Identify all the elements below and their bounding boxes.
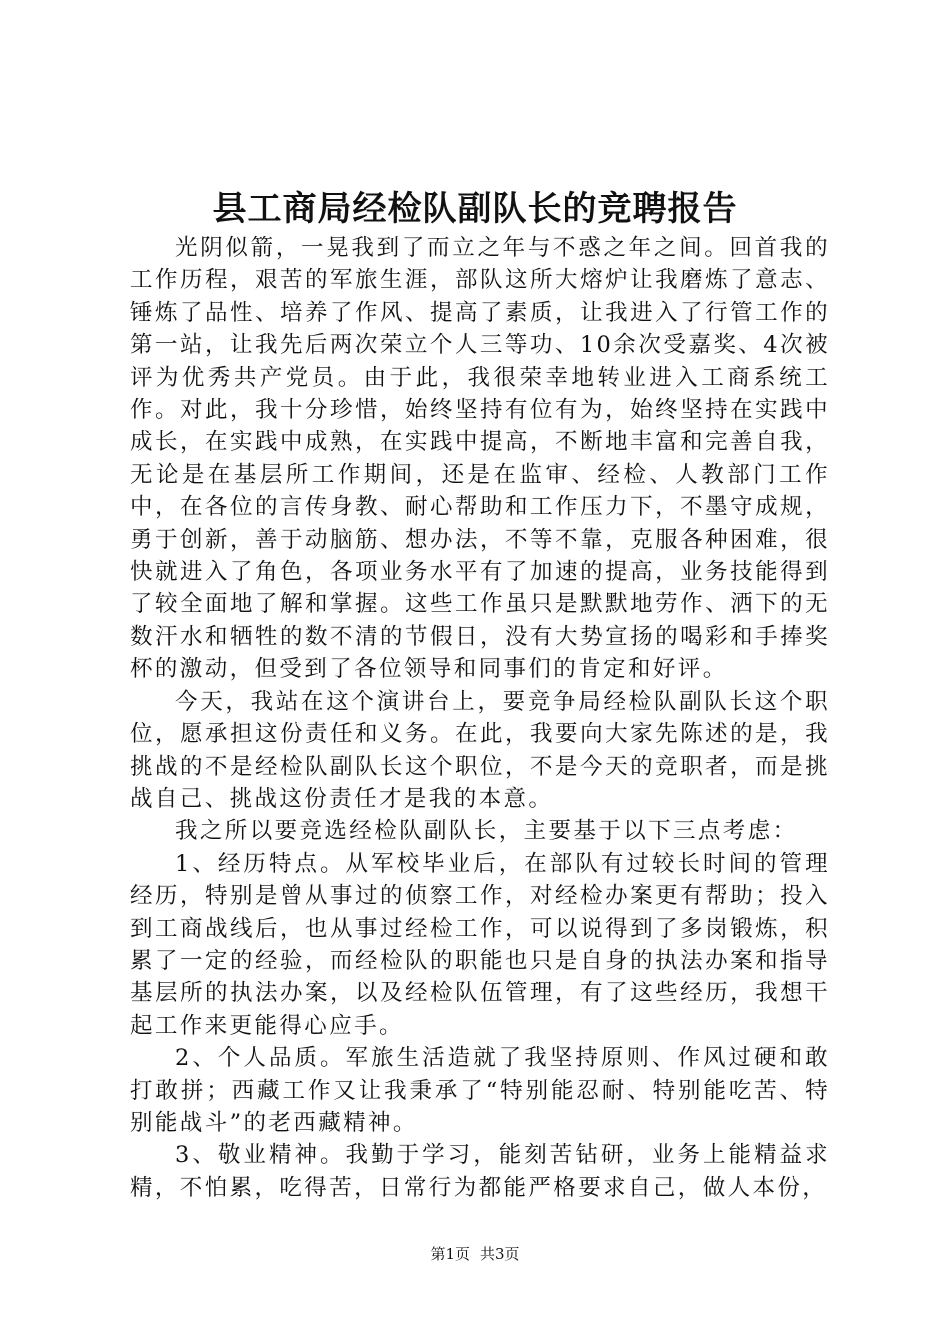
page-number-current: 第1页 — [430, 1245, 470, 1263]
paragraph-point-3: 3、敬业精神。我勤于学习，能刻苦钻研，业务上能精益求精，不怕累，吃得苦，日常行为都能严格要求自己，做人本份， — [130, 1142, 830, 1201]
paragraph-intro: 光阴似箭，一晃我到了而立之年与不惑之年之间。回首我的工作历程，艰苦的军旅生涯，部队这所大熔炉让我磨炼了意志、锤炼了品性、培养了作风、提高了素质，让我进入了行管工作的第一站，让我先后两次荣立个人三等功、10余次受嘉奖、4次被评为优秀共产党员。由于此，我很荣幸地转业进入工商系统工作。对此，我十分珍惜，始终坚持有位有为，始终坚持在实践中成长，在实践中成熟，在实践中提高，不断地丰富和完善自我，无论是在基层所工作期间，还是在监审、经检、人教部门工作中，在各位的言传身教、耐心帮助和工作压力下，不墨守成规，勇于创新，善于动脑筋、想办法，不等不靠，克服各种困难，很快就进入了角色，各项业务水平有了加速的提高，业务技能得到了较全面地了解和掌握。这些工作虽只是默默地劳作、洒下的无数汗水和牺牲的数不清的节假日，没有大势宣扬的喝彩和手捧奖杯的激动，但受到了各位领导和同事们的肯定和好评。 — [130, 235, 830, 683]
document-body — [130, 232, 830, 1204]
paragraph-reasons: 我之所以要竞选经检队副队长，主要基于以下三点考虑： — [175, 818, 798, 845]
document-title: 县工商局经检队副队长的竞聘报告 — [212, 189, 738, 229]
page-number-total: 共3页 — [480, 1245, 520, 1263]
paragraph-point-2: 2、个人品质。军旅生活造就了我坚持原则、作风过硬和敢打敢拼；西藏工作又让我秉承了“特别能忍耐、特别能吃苦、特别能战斗”的老西藏精神。 — [130, 1045, 830, 1136]
paragraph-point-1: 1、经历特点。从军校毕业后，在部队有过较长时间的管理经历，特别是曾从事过的侦察工作，对经检办案更有帮助；投入到工商战线后，也从事过经检工作，可以说得到了多岗锻炼，积累了一定的经验，而经检队的职能也只是自身的执法办案和指导基层所的执法办案，以及经检队伍管理，有了这些经历，我想干起工作来更能得心应手。 — [130, 850, 830, 1039]
paragraph-today: 今天，我站在这个演讲台上，要竞争局经检队副队长这个职位，愿承担这份责任和义务。在此，我要向大家先陈述的是，我挑战的不是经检队副队长这个职位，不是今天的竞职者，而是挑战自己、挑战这份责任才是我的本意。 — [130, 688, 830, 812]
page-footer — [0, 1244, 950, 1264]
